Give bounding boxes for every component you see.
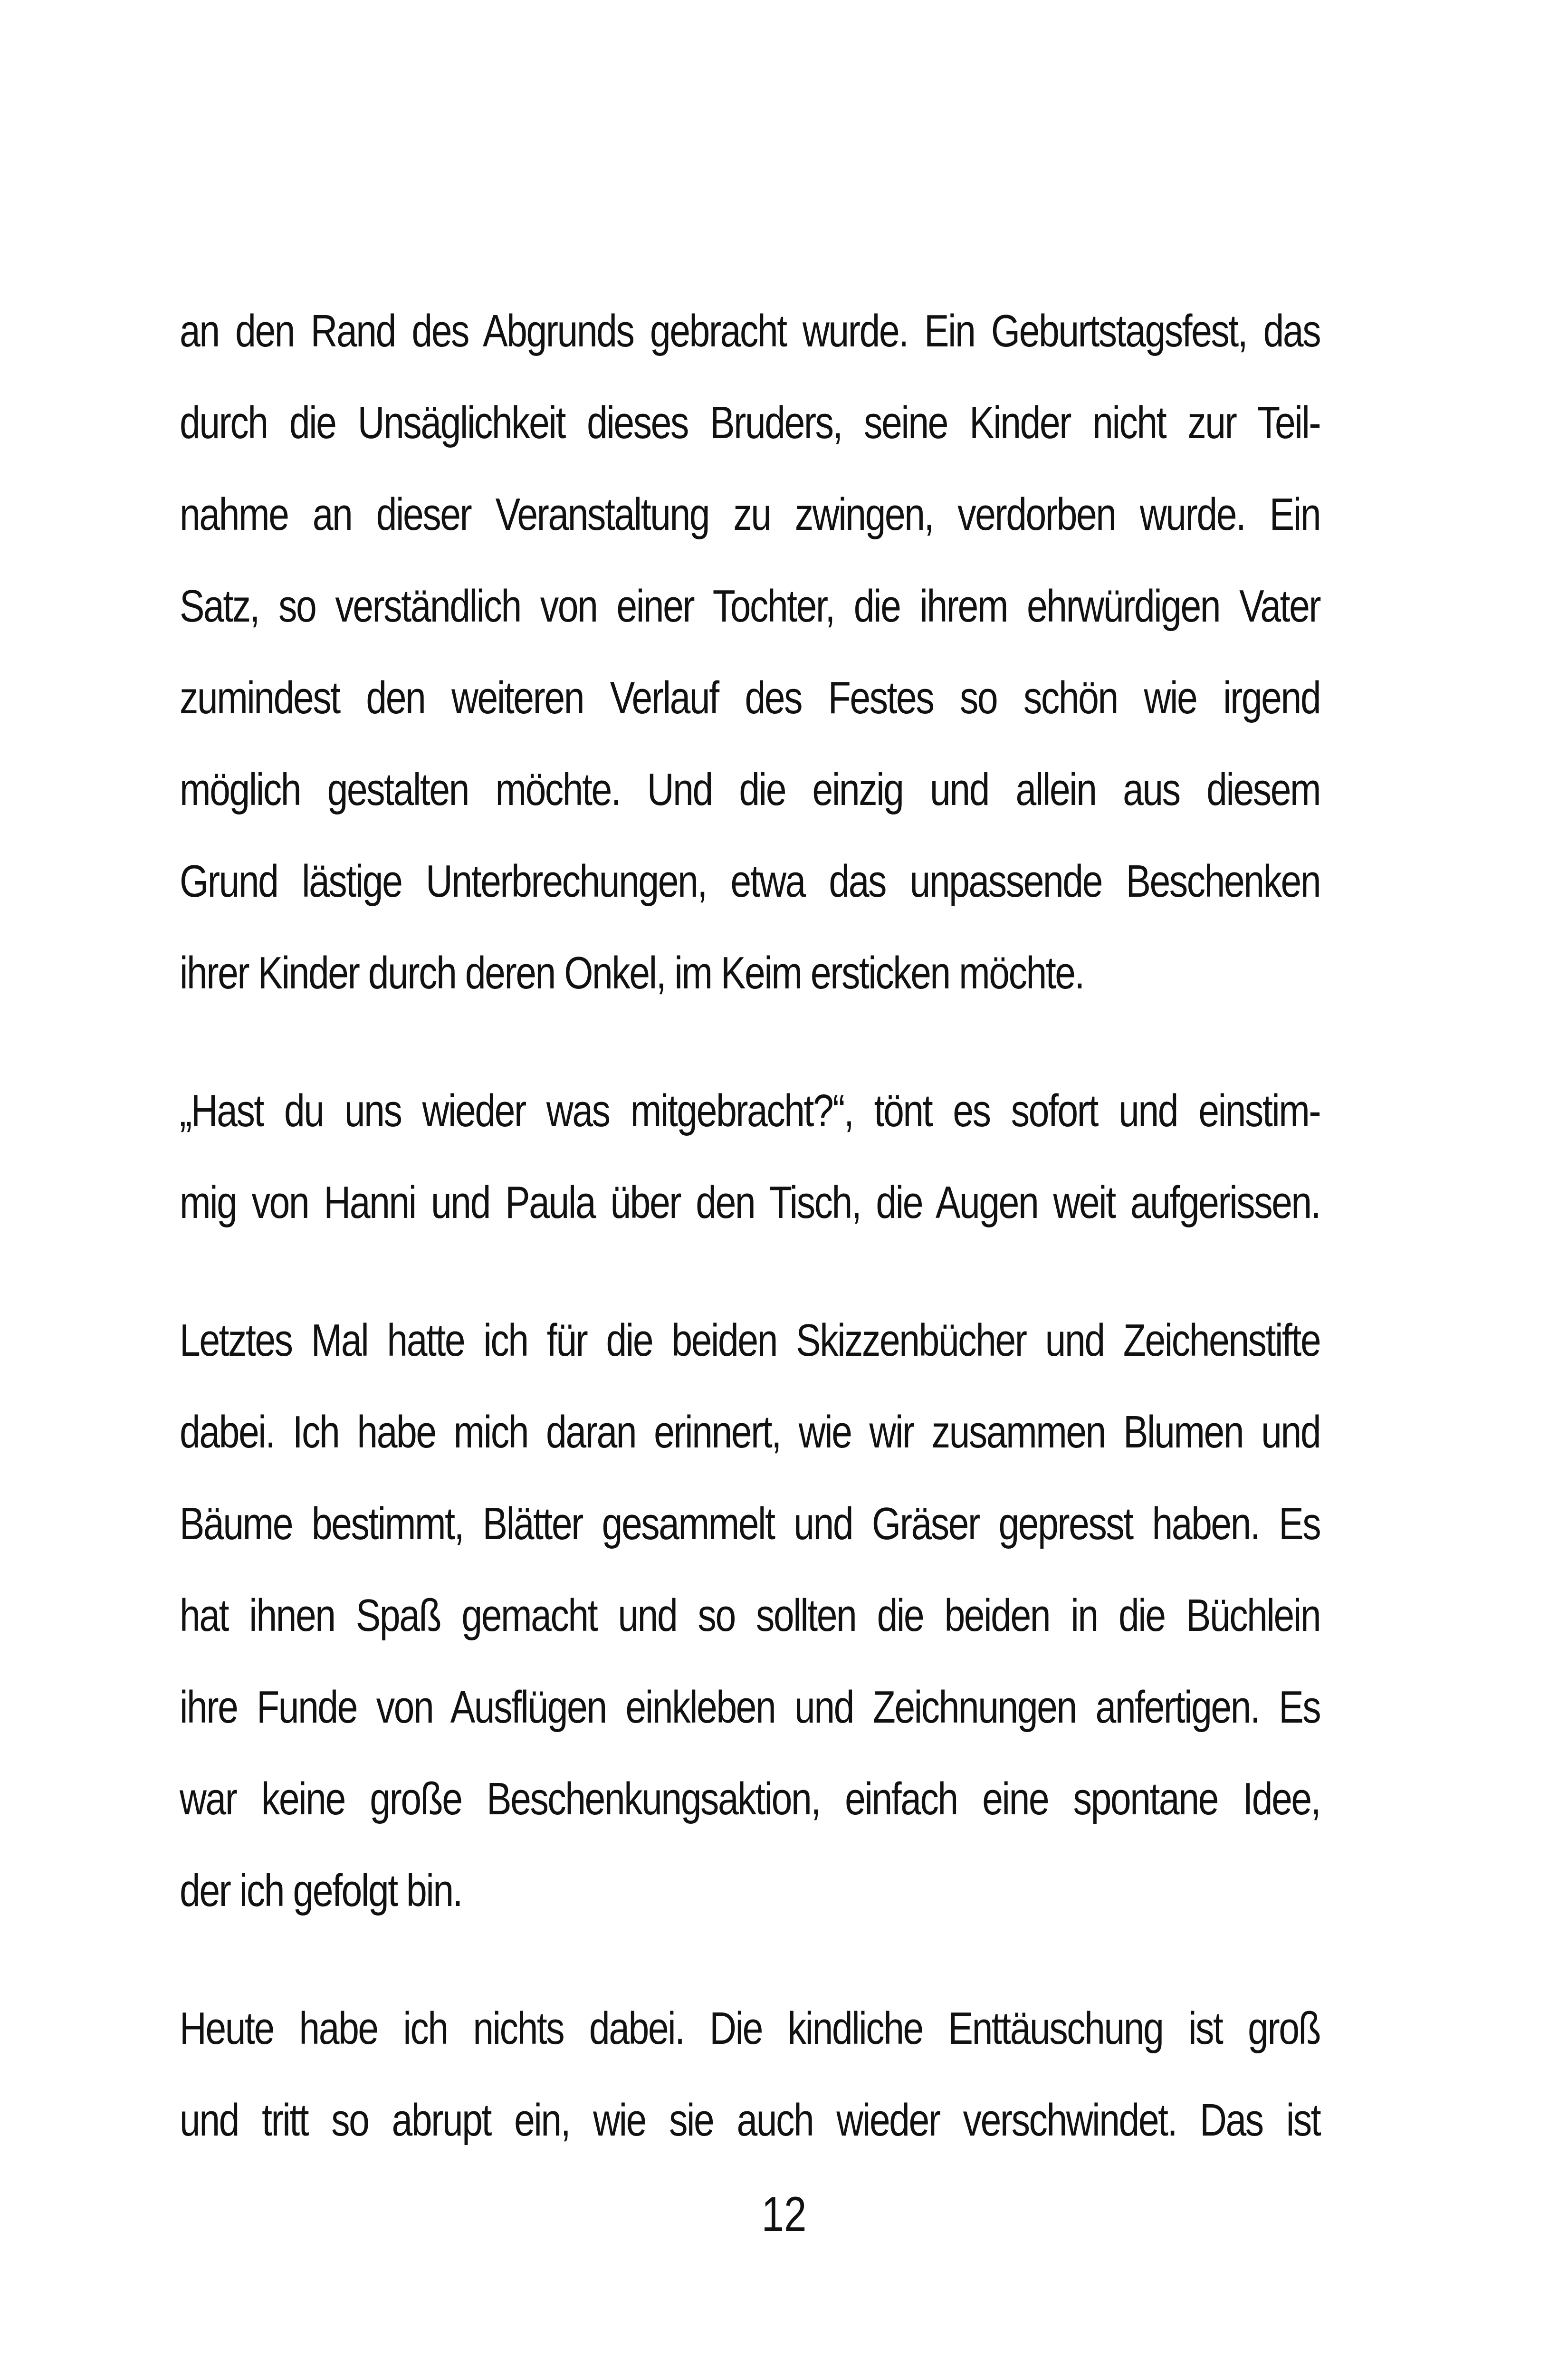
text-line: durch die Unsäglichkeit dieses Bruders, seine Kinder nicht zur Teil- xyxy=(180,397,1320,448)
paragraph-4 xyxy=(180,1983,1320,2166)
paragraph-3 xyxy=(180,1294,1320,1936)
text-line: möglich gestalten möchte. Und die einzig und allein aus diesem xyxy=(180,764,1320,815)
text-line: Heute habe ich nichts dabei. Die kindliche Enttäuschung ist groß xyxy=(180,2003,1320,2054)
text-line: und tritt so abrupt ein, wie sie auch wieder verschwindet. Das ist xyxy=(180,2095,1320,2146)
text-line: ihre Funde von Ausflügen einkleben und Zeichnungen anfertigen. Es xyxy=(180,1682,1320,1733)
body-text xyxy=(180,285,1320,2212)
text-line: Satz, so verständlich von einer Tochter, die ihrem ehrwürdigen Vater xyxy=(180,581,1320,632)
text-line: an den Rand des Abgrunds gebracht wurde. Ein Geburtstagsfest, das xyxy=(180,306,1320,356)
text-line: „Hast du uns wieder was mitgebracht?“, tönt es sofort und einstim- xyxy=(180,1085,1320,1136)
text-line: der ich gefolgt bin. xyxy=(180,1865,462,1916)
text-line: dabei. Ich habe mich daran erinnert, wie wir zusammen Blumen und xyxy=(180,1407,1320,1457)
text-line: hat ihnen Spaß gemacht und so sollten die beiden in die Büchlein xyxy=(180,1590,1320,1641)
paragraph-1 xyxy=(180,285,1320,1019)
text-line: Letztes Mal hatte ich für die beiden Skizzenbücher und Zeichenstifte xyxy=(180,1315,1320,1366)
text-line: Bäume bestimmt, Blätter gesammelt und Gräser gepresst haben. Es xyxy=(180,1498,1320,1549)
text-line: zumindest den weiteren Verlauf des Festes so schön wie irgend xyxy=(180,672,1320,723)
text-line: mig von Hanni und Paula über den Tisch, die Augen weit aufgerissen. xyxy=(180,1177,1320,1228)
page-number: 12 xyxy=(761,2187,807,2242)
text-line: war keine große Beschenkungsaktion, einfach eine spontane Idee, xyxy=(180,1773,1320,1824)
text-line: nahme an dieser Veranstaltung zu zwingen, verdorben wurde. Ein xyxy=(180,489,1320,540)
text-line: Grund lästige Unterbrechungen, etwa das unpassende Beschenken xyxy=(180,856,1320,907)
text-line: ihrer Kinder durch deren Onkel, im Keim ersticken möchte. xyxy=(180,948,1084,998)
paragraph-2 xyxy=(180,1065,1320,1248)
